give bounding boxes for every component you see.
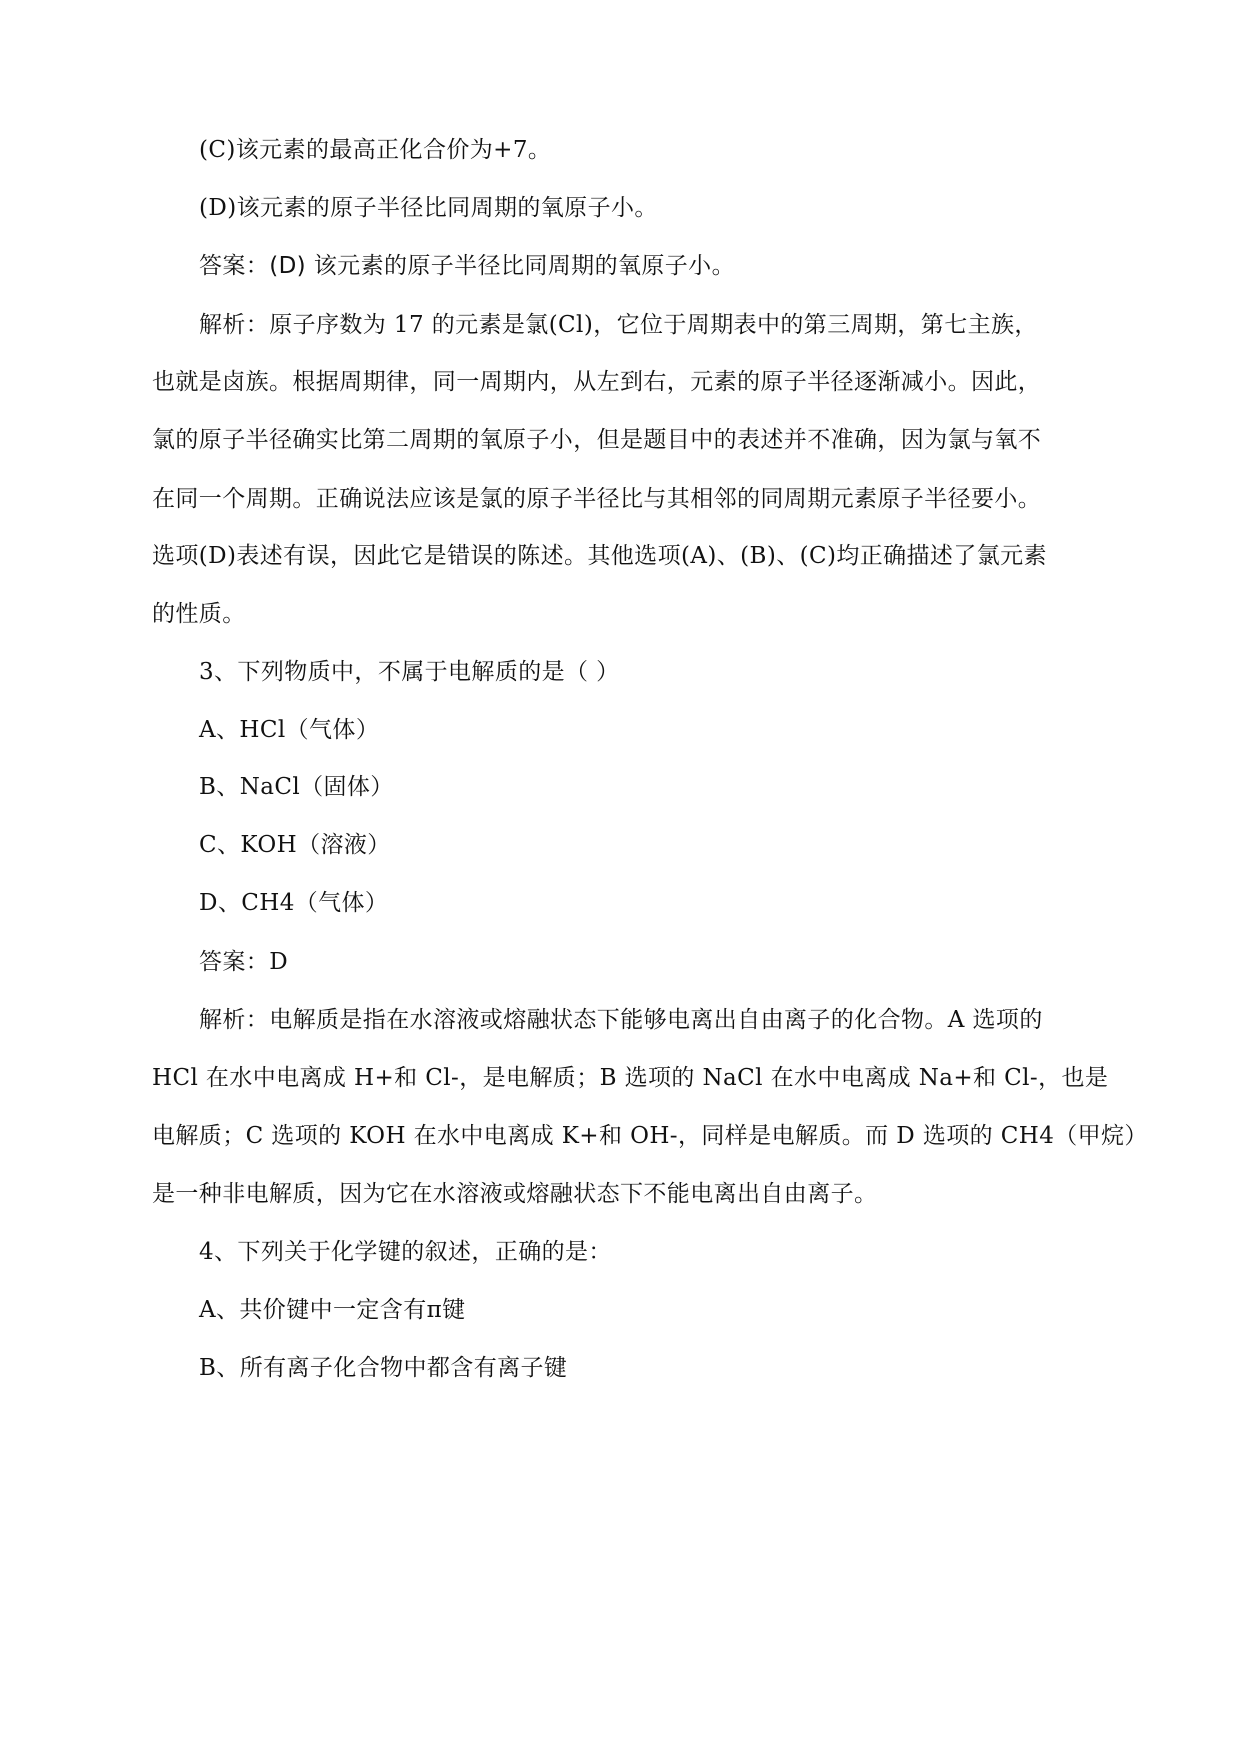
question-3-answer: 答案：D <box>199 949 289 975</box>
analysis-paragraph-line: 解析：原子序数为 17 的元素是氯(Cl)，它位于周期表中的第三周期，第七主族， <box>199 312 1038 338</box>
option-d-text: (D)该元素的原子半径比同周期的氧原子小。 <box>199 195 658 221</box>
question-3: 3、下列物质中，不属于电解质的是（ ） <box>199 659 620 685</box>
question-3-analysis-line: 是一种非电解质，因为它在水溶液或熔融状态下不能电离出自由离子。 <box>152 1181 878 1207</box>
question-3-option-d: D、CH4（气体） <box>199 890 389 916</box>
question-3-option-a: A、HCl（气体） <box>199 717 380 743</box>
analysis-paragraph-line: 氯的原子半径确实比第二周期的氧原子小，但是题目中的表述并不准确，因为氯与氧不 <box>152 427 1042 453</box>
question-3-analysis-line: 解析：电解质是指在水溶液或熔融状态下能够电离出自由离子的化合物。A 选项的 <box>199 1007 1043 1033</box>
question-3-option-b: B、NaCl（固体） <box>199 774 394 800</box>
option-c-text: (C)该元素的最高正化合价为+7。 <box>199 137 552 163</box>
question-4-option-b: B、所有离子化合物中都含有离子键 <box>199 1355 568 1381</box>
question-3-analysis-line: 电解质；C 选项的 KOH 在水中电离成 K+和 OH-，同样是电解质。而 D 选项的 CH4（甲烷） <box>152 1123 1148 1149</box>
question-3-option-c: C、KOH（溶液） <box>199 832 391 858</box>
question-3-analysis-line: HCl 在水中电离成 H+和 Cl-，是电解质；B 选项的 NaCl 在水中电离成 Na+和 Cl-，也是 <box>152 1065 1109 1091</box>
analysis-paragraph-line: 的性质。 <box>152 601 246 627</box>
question-4-option-a: A、共价键中一定含有π键 <box>199 1297 466 1323</box>
answer-text: 答案：(D) 该元素的原子半径比同周期的氧原子小。 <box>199 253 735 279</box>
analysis-paragraph-line: 选项(D)表述有误，因此它是错误的陈述。其他选项(A)、(B)、(C)均正确描述了氯元素 <box>152 543 1047 569</box>
analysis-paragraph-line: 也就是卤族。根据周期律，同一周期内，从左到右，元素的原子半径逐渐减小。因此， <box>152 369 1042 395</box>
analysis-paragraph-line: 在同一个周期。正确说法应该是氯的原子半径比与其相邻的同周期元素原子半径要小。 <box>152 486 1042 512</box>
question-4: 4、下列关于化学键的叙述，正确的是： <box>199 1239 612 1265</box>
